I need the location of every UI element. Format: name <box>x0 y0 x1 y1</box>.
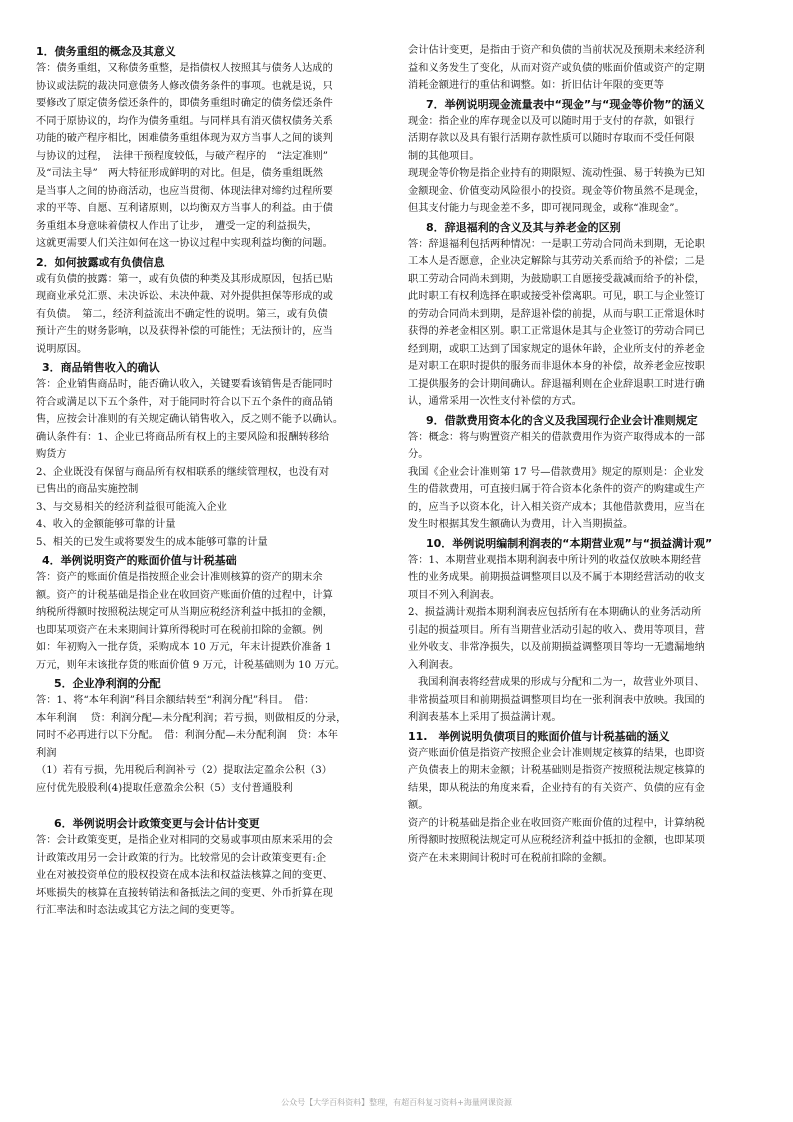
paragraph-line: 业在对被投资单位的股权投资在成本法和权益法核算之间的变更、 <box>36 870 333 881</box>
paragraph-line: 如：年初购入一批存货，采购成本 10 万元，年末计提跌价准备 1 <box>36 642 332 653</box>
paragraph-line: 性的业务成果。前期损益调整项目以及不属于本期经营活动的收支 <box>408 572 705 583</box>
section-heading: 7．举例说明现金流量表中“现金”与“现金等价物”的涵义 <box>426 97 705 111</box>
paragraph-line: 说明原因。 <box>36 343 88 355</box>
paragraph-line: 金额现金、价值变动风险很小的投资。现金等价物虽然不是现金， <box>408 185 705 197</box>
paragraph-line: 5、相关的已发生或将要发生的成本能够可靠的计量 <box>36 536 268 548</box>
paragraph-line: 坏账损失的核算在直接转销法和备抵法之间的变更、外币折算在现 <box>36 887 333 899</box>
paragraph-line: 认，通常采用一次性支付补偿的方式。 <box>408 396 583 407</box>
paragraph-line: 计政策改用另一会计政策的行为。比较常见的会计政策变更有:企 <box>36 852 327 864</box>
paragraph-line: 引起的损益项目。所有当期营业活动引起的收入、费用等项目，营 <box>408 624 705 636</box>
paragraph-line: 确认条件有：1、企业已将商品所有权上的主要风险和报酬转移给 <box>36 431 330 443</box>
paragraph-line: 协议或法院的裁决同意债务人修改债务条件的事项。也就是说，只 <box>36 80 333 92</box>
section-heading: 11. 举例说明负债项目的账面价值与计税基础的涵义 <box>408 729 670 743</box>
paragraph-line: 利润 <box>36 747 57 759</box>
paragraph-line: 消耗金额进行的重估和调整。如：折旧估计年限的变更等 <box>408 80 664 91</box>
paragraph-line: 分。 <box>408 449 429 460</box>
paragraph-line: 职工劳动合同尚未到期，为鼓励职工自愿接受裁减而给予的补偿， <box>408 273 705 285</box>
paragraph-line: 同时不必再进行以下分配。 借：利润分配—未分配利润 贷：本年 <box>36 730 339 741</box>
paragraph-line: 我国利润表将经营成果的形成与分配和二为一，故营业外项目、 <box>418 677 705 688</box>
paragraph-line: 答：债务重组，又称债务重整，是指债权人按照其与债务人达成的 <box>36 63 333 74</box>
paragraph-line: 获得的养老金相区别。职工正常退休是其与企业签订的劳动合同已 <box>408 326 705 337</box>
paragraph-line: 但其支付能力与现金差不多，即可视同现金，或称“准现金”。 <box>408 203 685 214</box>
paragraph-line: 的，应当予以资本化，计入相关资产成本；其他借款费用，应当在 <box>408 501 705 513</box>
paragraph-line: 2、损益满计观指本期利润表应包括所有在本期确认的业务活动所 <box>408 607 702 618</box>
paragraph-line: 现金：指企业的库存现金以及可以随时用于支付的存款，如银行 <box>408 115 695 127</box>
paragraph-line: 纳税所得额时按照税法规定可从当期应税经济利益中抵扣的金额， <box>36 607 333 618</box>
paragraph-line: 答：概念：将与购置资产相关的借款费用作为资产取得成本的一部 <box>408 431 705 443</box>
right-column <box>408 42 760 867</box>
paragraph-line: 资产的计税基础是指企业在收回资产账面价值的过程中，计算纳税 <box>408 817 705 829</box>
paragraph-line: 经到期，或职工达到了国家规定的退休年龄，企业所支付的养老金 <box>408 343 705 355</box>
paragraph-line: 应付优先股股利(4)提取任意盈余公积（5）支付普通股利 <box>36 782 293 794</box>
paragraph-line: 所得额时按照税法规定可从应税经济利益中抵扣的金额，也即某项 <box>408 835 705 846</box>
paragraph-line: 答：1、本期营业观指本期利润表中所计列的收益仅放映本期经营 <box>408 554 702 566</box>
paragraph-line: 答：辞退福利包括两种情况：一是职工劳动合同尚未到期，无论职 <box>408 238 705 250</box>
paragraph-line: 行汇率法和时态法或其它方法之间的变更等。 <box>36 905 241 916</box>
paragraph-line: 现商业承兑汇票、未决诉讼、未决仲裁、对外提供担保等形成的或 <box>36 291 333 302</box>
paragraph-line: 求的平等、自愿、互利诸原则，以均衡双方当事人的利益。由于债 <box>36 203 333 214</box>
paragraph-line: 与协议的过程， 法律干预程度较低，与破产程序的 “法定准则” <box>36 150 329 162</box>
paragraph-line: 会计估计变更，是指由于资产和负债的当前状况及预期未来经济利 <box>408 45 705 56</box>
paragraph-line: 制的其他项目。 <box>408 150 480 162</box>
paragraph-line: 资产在未来期间计税时可在税前扣除的金额。 <box>408 852 613 864</box>
paragraph-line: 结果，即从税法的角度来看，企业持有的有关资产、负债的应有金 <box>408 782 705 794</box>
section-heading: 3．商品销售收入的确认 <box>42 361 160 374</box>
paragraph-line: 工提供服务的会计期间确认。辞退福利则在企业辞退职工时进行确 <box>408 378 705 390</box>
paragraph-line: 也即某项资产在未来期间计算所得税时可在税前扣除的金额。例 <box>36 624 323 636</box>
section-heading: 8．辞退福利的含义及其与养老金的区别 <box>426 220 621 234</box>
paragraph-line: 务重组本身意味着债权人作出了让步， 遭受一定的利益损失， <box>36 220 318 232</box>
section-heading: 5．企业净利润的分配 <box>54 677 161 690</box>
paragraph-line: 售，应按会计准则的有关规定确认销售收入，反之则不能予以确认。 <box>36 414 344 425</box>
paragraph-line: 功能的破产程序相比，困难债务重组体现为双方当事人之间的谈判 <box>36 133 333 144</box>
paragraph-line: 购货方 <box>36 449 67 460</box>
paragraph-line: 是对职工在职时提供的服务而非退休本身的补偿，故养老金应按职 <box>408 361 705 372</box>
paragraph-line: 是当事人之间的协商活动，也应当贯彻、体现法律对缔约过程所要 <box>36 185 333 197</box>
paragraph-line: 资产账面价值是指资产按照企业会计准则规定核算的结果，也即资 <box>408 747 705 759</box>
paragraph-line: 及“司法主导” 两大特征形成鲜明的对比。但是，债务重组既然 <box>36 168 323 179</box>
paragraph-line: 4、收入的金额能够可靠的计量 <box>36 519 176 530</box>
paragraph-line: 有负债。 第二，经济利益流出不确定性的说明。第三，或有负债 <box>36 308 328 320</box>
paragraph-line: 要修改了原定债务偿还条件的，即债务重组时确定的债务偿还条件 <box>36 98 333 109</box>
paragraph-line: 产负债表上的期末金额；计税基础则是指资产按照税法规定核算的 <box>408 765 705 776</box>
paragraph-line: 已售出的商品实施控制 <box>36 484 139 495</box>
section-heading: 4．举例说明资产的账面价值与计税基础 <box>42 554 237 567</box>
paragraph-line: 现现金等价物是指企业持有的期限短、流动性强、易于转换为已知 <box>408 168 705 179</box>
paragraph-line: 额。资产的计税基础是指企业在收回资产账面价值的过程中，计算 <box>36 589 333 601</box>
paragraph-line: 业外收支、非常净损失，以及前期损益调整项目等均一无遗漏地纳 <box>408 642 705 653</box>
paragraph-line: 发生时根据其发生额确认为费用，计入当期损益。 <box>408 519 634 530</box>
paragraph-line: 这就更需要人们关注如何在这一协议过程中实现利益均衡的问题。 <box>36 238 333 249</box>
section-heading: 1．债务重组的概念及其意义 <box>36 45 176 58</box>
paragraph-line: 的劳动合同尚未到期，是辞退补偿的前提，从而与职工正常退休时 <box>408 308 705 320</box>
paragraph-line: 非常损益项目和前期损益调整项目均在一张利润表中放映。我国的 <box>408 694 705 706</box>
paragraph-line: 答：企业销售商品时，能否确认收入，关键要看该销售是否能同时 <box>36 379 333 390</box>
paragraph-line: 活期存款以及具有银行活期存款性质可以随时存取而不受任何限 <box>408 133 695 144</box>
paragraph-line: 或有负债的披露：第一，或有负债的种类及其形成原因，包括已贴 <box>36 273 333 285</box>
paragraph-line: 答：1、将“本年利润”科目余额结转至“利润分配”科目。 借： <box>36 695 315 706</box>
section-heading: 10．举例说明编制利润表的“本期营业观”与“损益满计观” <box>426 536 713 550</box>
paragraph-line: 入利润表。 <box>408 659 460 671</box>
section-heading: 6．举例说明会计政策变更与会计估计变更 <box>54 817 260 830</box>
paragraph-line: 生的借款费用，可直接归属于符合资本化条件的资产的购建或生产 <box>408 484 705 495</box>
paragraph-line: 不同于原协议的，均作为债务重组。与同样具有消灭债权债务关系 <box>36 115 333 127</box>
paragraph-line: 利润表基本上采用了损益满计观。 <box>408 712 562 723</box>
paragraph-line: 益和义务发生了变化，从而对资产或负债的账面价值或资产的定期 <box>408 62 705 74</box>
paragraph-line: 符合或满足以下五个条件，对于能同时符合以下五个条件的商品销 <box>36 396 333 408</box>
left-column <box>36 42 387 920</box>
paragraph-line: 2、企业既没有保留与商品所有权相联系的继续管理权，也没有对 <box>36 466 330 478</box>
paragraph-line: 本年利润 贷：利润分配—未分配利润；若亏损，则做相反的分录， <box>36 712 347 724</box>
section-heading: 9．借款费用资本化的含义及我国现行企业会计准则规定 <box>426 413 698 427</box>
paragraph-line: 答：资产的账面价值是指按照企业会计准则核算的资产的期末余 <box>36 572 323 583</box>
paragraph-line: 答：会计政策变更，是指企业对相同的交易或事项由原来采用的会 <box>36 835 333 846</box>
paragraph-line: 项目不列入利润表。 <box>408 589 501 601</box>
paragraph-line: 工本人是否愿意，企业决定解除与其劳动关系而给予的补偿；二是 <box>408 256 705 267</box>
paragraph-line: 此时职工有权利选择在职或接受补偿离职。可见，职工与企业签订 <box>408 291 705 302</box>
section-heading: 2．如何披露或有负债信息 <box>36 255 165 269</box>
paragraph-line: 万元，则年末该批存货的账面价值 9 万元，计税基础则为 10 万元。 <box>36 659 346 671</box>
paragraph-line: （1）若有亏损，先用税后利润补亏（2）提取法定盈余公积（3） <box>36 765 333 776</box>
paragraph-line: 3、与交易相关的经济利益很可能流入企业 <box>36 501 227 513</box>
footer-watermark: 公众号【大学百科资料】整理，有超百科复习资料+海量网课资源 <box>281 1098 512 1107</box>
paragraph-line: 预计产生的财务影响，以及获得补偿的可能性；无法预计的，应当 <box>36 326 333 337</box>
paragraph-line: 额。 <box>408 800 429 811</box>
paragraph-line: 我国《企业会计准则第 17 号—借款费用》规定的原则是：企业发 <box>408 466 705 478</box>
